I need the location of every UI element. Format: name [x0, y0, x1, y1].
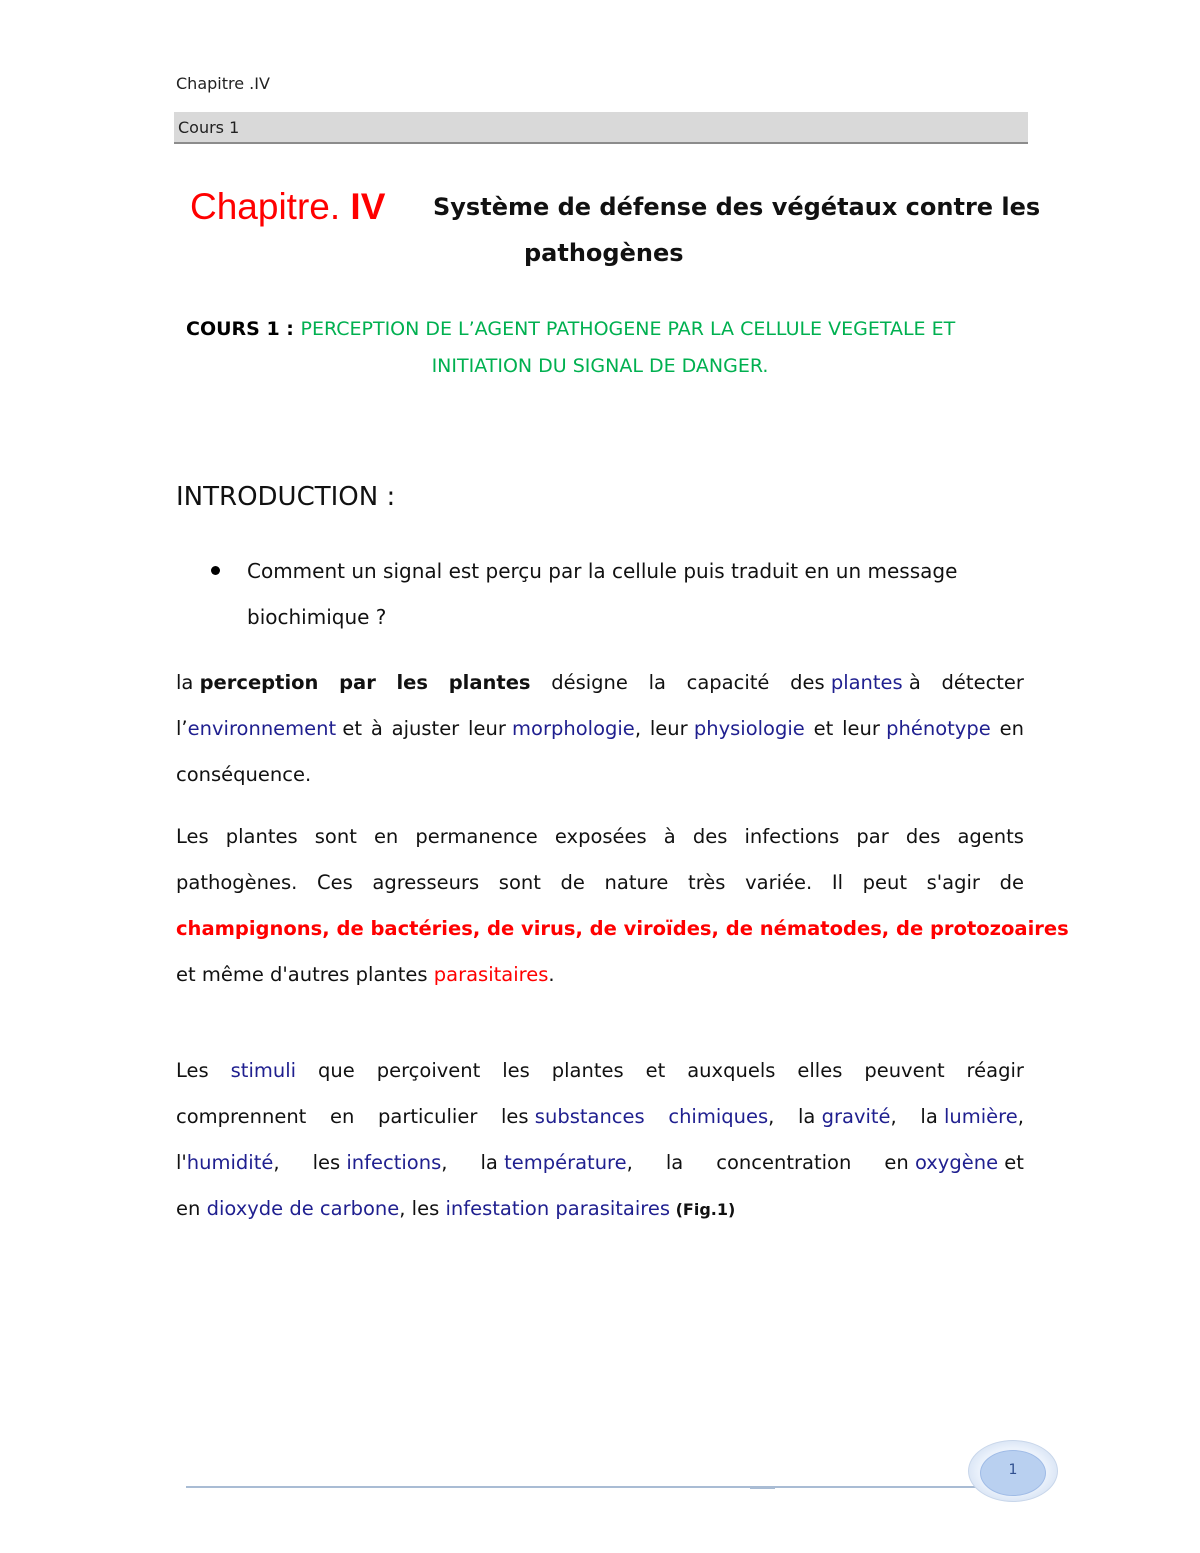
bullet-icon — [211, 566, 220, 575]
paragraph-line — [176, 814, 1024, 860]
word: stimuli — [230, 1059, 297, 1082]
word: les — [396, 671, 429, 694]
word: auxquels — [687, 1059, 776, 1082]
paragraph-line — [176, 1048, 1024, 1094]
word: agresseurs — [372, 871, 480, 894]
word: . — [548, 963, 555, 986]
chapter-label — [190, 186, 385, 228]
word: dioxyde de carbone — [206, 1197, 400, 1220]
word: leur morphologie, — [468, 717, 642, 740]
word: plantes — [225, 825, 298, 848]
word: chimiques, — [668, 1105, 775, 1128]
word: capacité — [686, 671, 770, 694]
word: plantes — [551, 1059, 624, 1082]
word: Les — [176, 1059, 209, 1082]
paragraph-line — [176, 1140, 1024, 1186]
page-number: 1 — [1008, 1462, 1018, 1478]
word: que — [318, 1059, 355, 1082]
word: les infections, — [312, 1151, 448, 1174]
word: parasitaires — [433, 963, 549, 986]
word: des — [692, 825, 728, 848]
word: sont — [314, 825, 357, 848]
paragraph-line — [176, 660, 1024, 706]
word: Les — [176, 825, 209, 848]
word: détecter — [941, 671, 1024, 694]
running-header-course: Cours 1 — [178, 118, 240, 137]
word: désigne — [551, 671, 628, 694]
word: en oxygène et — [884, 1151, 1024, 1174]
word: plantes — [448, 671, 531, 694]
word: permanence — [415, 825, 538, 848]
word: de — [560, 871, 585, 894]
word: comprennent — [176, 1105, 307, 1128]
word: à — [663, 825, 676, 848]
paragraph-line — [176, 906, 1069, 952]
word: conséquence. — [176, 763, 312, 786]
course-title-text: PERCEPTION DE L’AGENT PATHOGENE PAR LA CELLULE VEGETALE ET — [300, 318, 956, 340]
word: et même d'autres plantes — [176, 963, 434, 986]
word: Il — [831, 871, 843, 894]
word: agents — [957, 825, 1024, 848]
word: Ces — [316, 871, 353, 894]
pathogen-list: champignons, de bactéries, de virus, de viroïdes, de nématodes, de protozoaires — [176, 917, 1069, 940]
chapter-title-line1: Système de défense des végétaux contre les — [433, 193, 1041, 221]
word: infestation parasitaires — [445, 1197, 671, 1220]
running-header-chapter: Chapitre .IV — [176, 74, 270, 93]
word: des — [905, 825, 941, 848]
word: la gravité, — [798, 1105, 897, 1128]
word: peut — [862, 871, 908, 894]
word: la — [665, 1151, 684, 1174]
word: en — [999, 717, 1024, 740]
word: peuvent — [864, 1059, 945, 1082]
paragraph-perception — [176, 660, 1024, 798]
word: réagir — [966, 1059, 1024, 1082]
paragraph-line — [176, 860, 1024, 906]
word: la — [648, 671, 666, 694]
word: de — [999, 871, 1024, 894]
word: et — [813, 717, 834, 740]
word: leur physiologie — [649, 717, 805, 740]
paragraph-line — [176, 706, 1024, 752]
word: des plantes à — [790, 671, 921, 694]
paragraph-line — [176, 752, 1024, 798]
word: et — [645, 1059, 666, 1082]
word: les substances — [501, 1105, 645, 1128]
word: en — [330, 1105, 355, 1128]
word: perçoivent — [376, 1059, 481, 1082]
course-label: COURS 1 : — [186, 318, 301, 340]
paragraph-line — [176, 1186, 1024, 1232]
chapter-number: IV — [350, 186, 386, 227]
running-header-bar — [174, 112, 1028, 144]
word: leur phénotype — [842, 717, 991, 740]
footer-rule — [186, 1486, 1016, 1488]
paragraph-stimuli — [176, 1048, 1024, 1232]
paragraph-pathogens — [176, 814, 1069, 998]
word: l’environnement et — [176, 717, 363, 740]
word: variée. — [745, 871, 813, 894]
word: particulier — [378, 1105, 478, 1128]
word: nature — [604, 871, 669, 894]
word: ajuster — [391, 717, 460, 740]
word: sont — [498, 871, 541, 894]
word: la perception — [176, 671, 319, 694]
word: l'humidité, — [176, 1151, 280, 1174]
word: la lumière, — [920, 1105, 1024, 1128]
paragraph-line — [176, 1094, 1024, 1140]
intro-question-line1: Comment un signal est perçu par la cellule puis traduit en un message — [247, 559, 958, 583]
word: en — [373, 825, 399, 848]
word: pathogènes. — [176, 871, 298, 894]
word: les — [502, 1059, 530, 1082]
intro-question-line2: biochimique ? — [247, 605, 387, 629]
course-title-line1 — [186, 318, 955, 340]
word: , les — [399, 1197, 446, 1220]
footer-rule-accent — [750, 1488, 775, 1489]
word: en — [176, 1197, 207, 1220]
chapter-word: Chapitre. — [190, 186, 351, 227]
word: la température, — [480, 1151, 633, 1174]
word: à — [370, 717, 383, 740]
word: infections — [744, 825, 840, 848]
course-title-line2: INITIATION DU SIGNAL DE DANGER. — [431, 355, 769, 377]
paragraph-line — [176, 952, 1024, 998]
chapter-title-line2: pathogènes — [524, 239, 684, 267]
word: s'agir — [926, 871, 980, 894]
word: très — [688, 871, 726, 894]
introduction-heading: INTRODUCTION : — [176, 482, 396, 512]
word: concentration — [716, 1151, 852, 1174]
word: par — [856, 825, 889, 848]
word: elles — [797, 1059, 843, 1082]
figure-reference: (Fig.1) — [670, 1200, 736, 1219]
word: exposées — [554, 825, 647, 848]
word: par — [339, 671, 376, 694]
